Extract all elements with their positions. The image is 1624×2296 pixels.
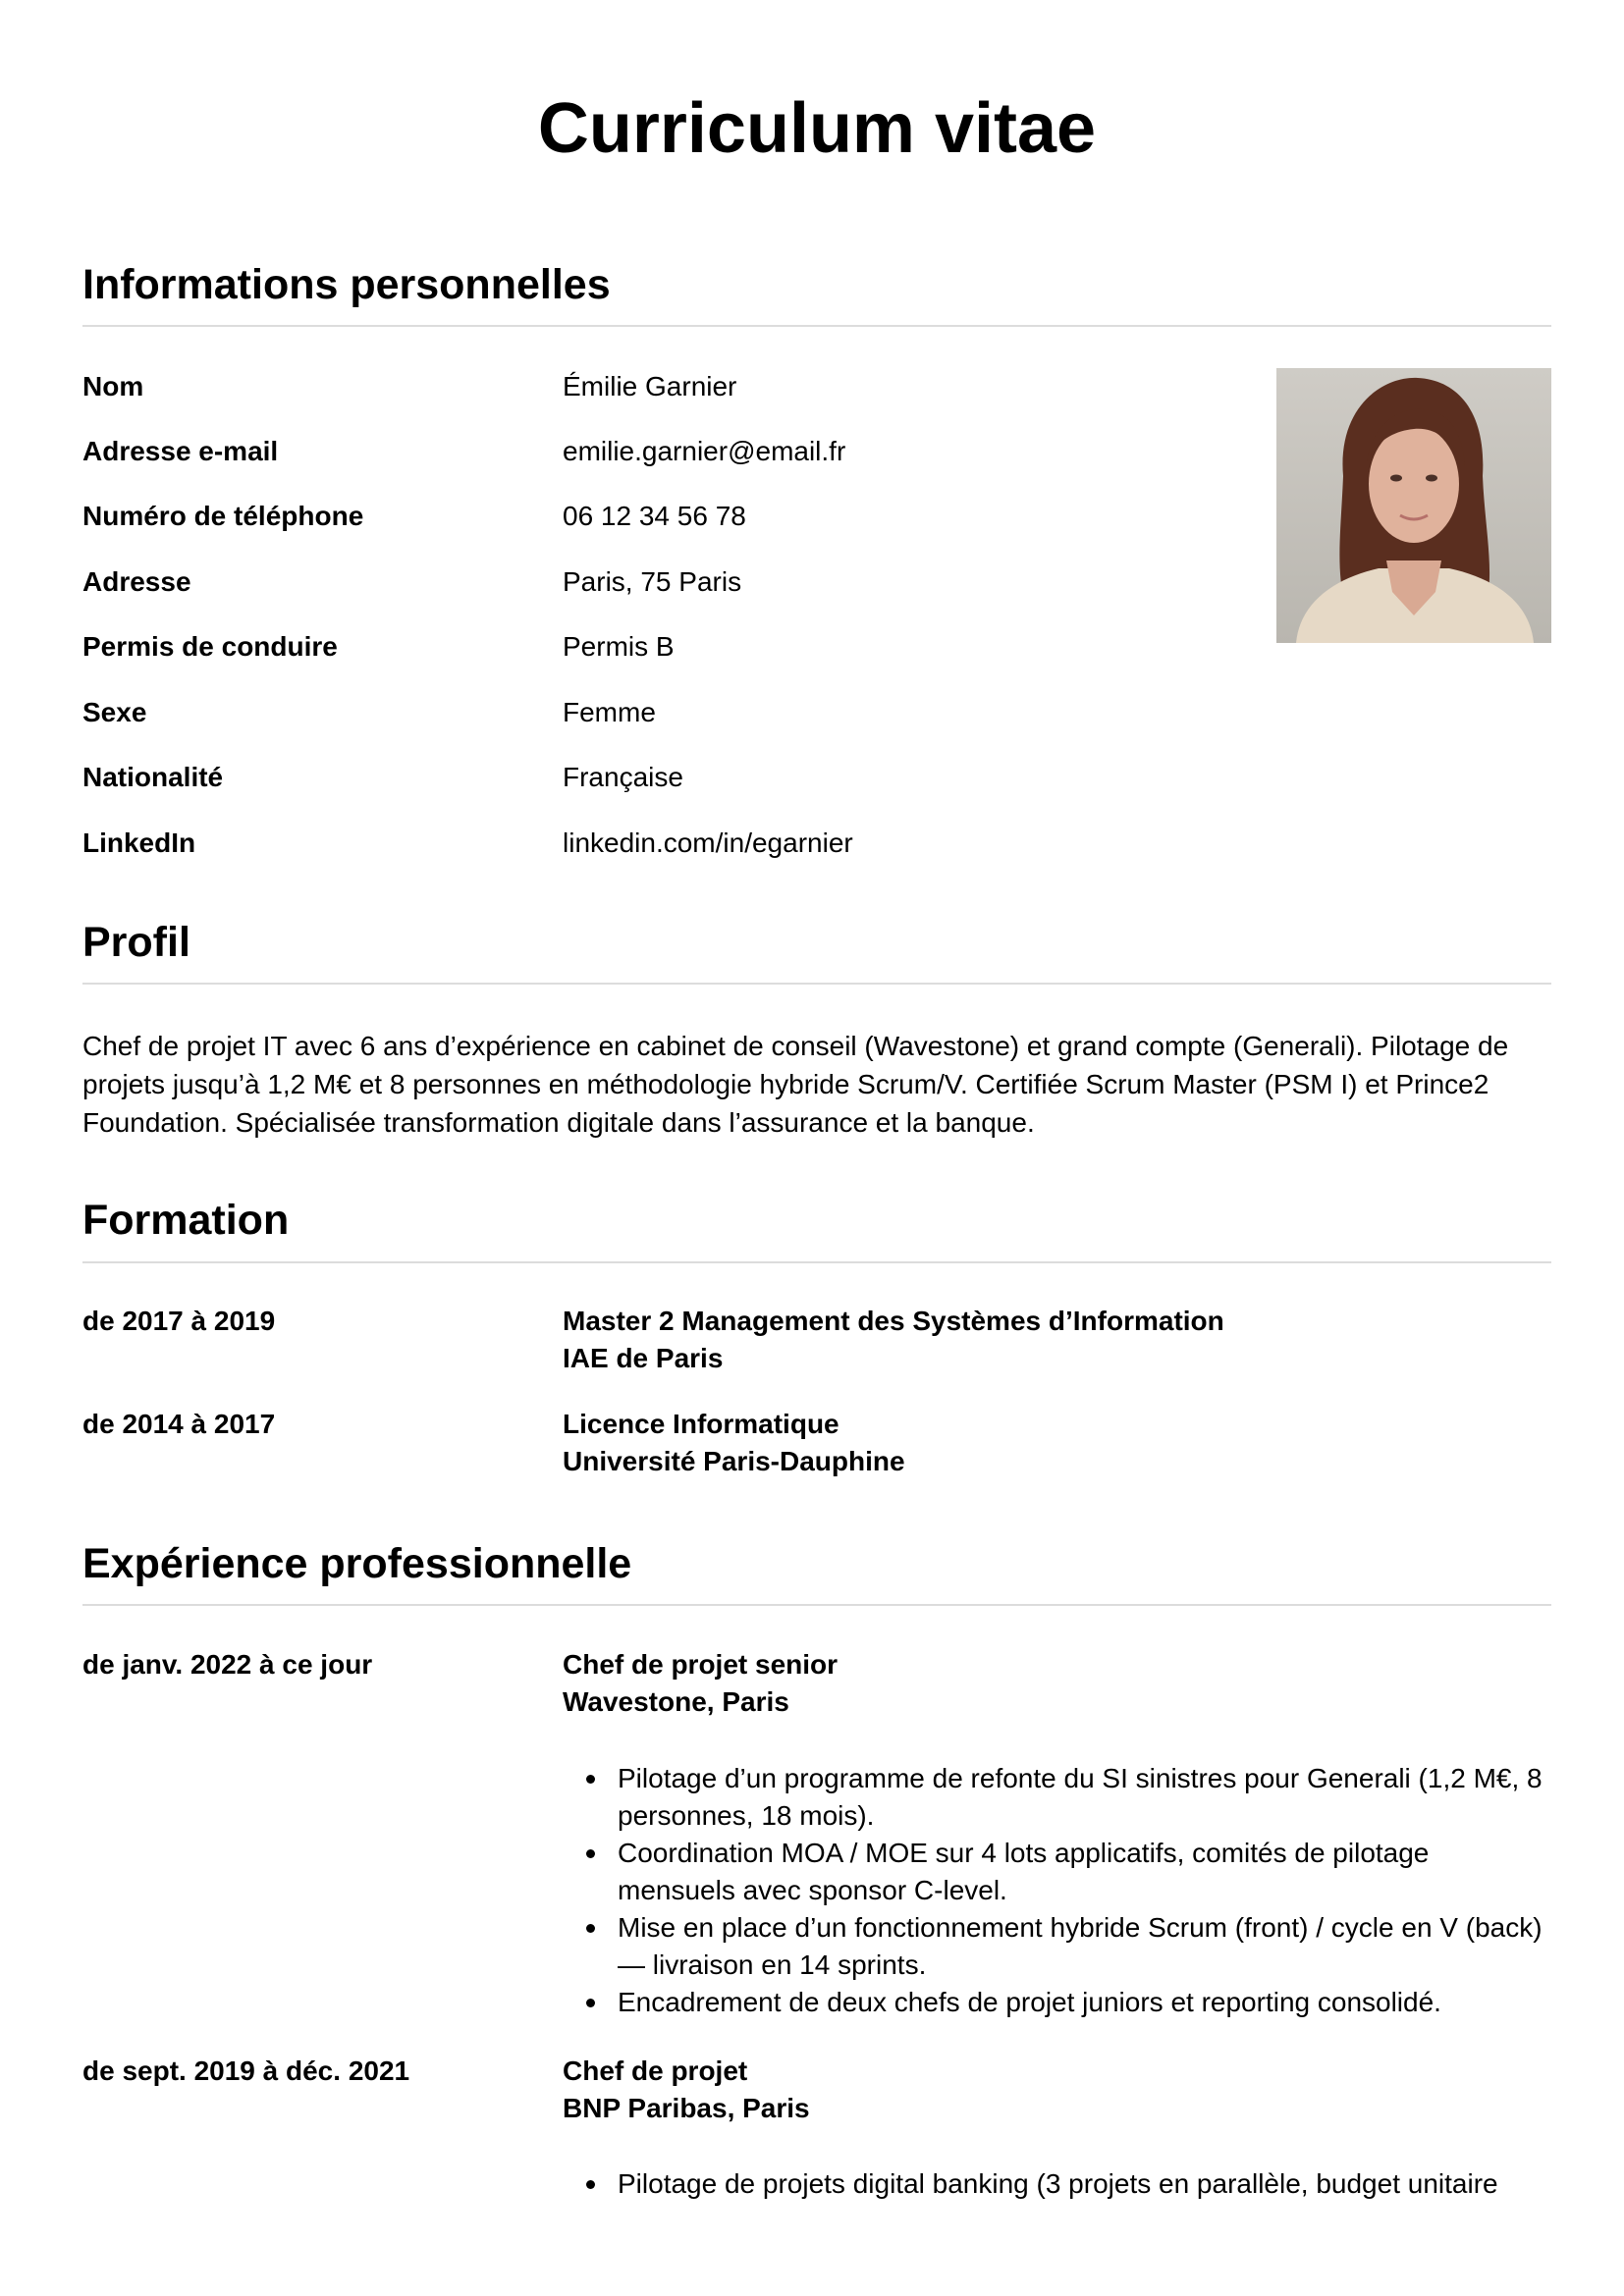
entry-dates: de sept. 2019 à déc. 2021 xyxy=(82,2056,410,2086)
cv-page xyxy=(82,0,1551,2296)
profile-photo xyxy=(1276,368,1551,643)
info-value: 06 12 34 56 78 xyxy=(563,501,746,531)
info-value: Femme xyxy=(563,697,656,727)
section-divider xyxy=(82,325,1551,327)
entry-title: Chef de projet senior xyxy=(563,1649,839,1680)
entry-dates: de janv. 2022 à ce jour xyxy=(82,1649,373,1680)
portrait-image xyxy=(1276,368,1551,643)
achievement-list xyxy=(563,2165,1551,2203)
entry-dates: de 2017 à 2019 xyxy=(82,1306,276,1336)
info-label: LinkedIn xyxy=(82,828,196,858)
section-heading-profile: Profil xyxy=(82,919,190,966)
bullet-icon xyxy=(586,1775,595,1784)
section-heading-personal: Informations personnelles xyxy=(82,261,611,308)
info-value: Paris, 75 Paris xyxy=(563,566,742,597)
experience-section xyxy=(82,1538,1551,1589)
info-label: Nom xyxy=(82,371,144,401)
education-section xyxy=(82,1195,1551,1246)
info-row-phone xyxy=(82,497,1241,536)
info-label: Adresse e-mail xyxy=(82,436,279,466)
entry-organization: BNP Paribas, Paris xyxy=(563,2093,810,2123)
info-row-gender xyxy=(82,693,1241,732)
bullet-icon xyxy=(586,1999,595,2007)
document-title: Curriculum vitae xyxy=(537,89,1097,168)
entry-organization: IAE de Paris xyxy=(563,1343,724,1373)
entry-organization: Wavestone, Paris xyxy=(563,1686,789,1717)
profile-line: Foundation. Spécialisée transformation digitale dans l’assurance et la banque. xyxy=(82,1107,1035,1138)
entry-dates: de 2014 à 2017 xyxy=(82,1409,276,1439)
info-label: Sexe xyxy=(82,697,147,727)
info-value: linkedin.com/in/egarnier xyxy=(563,828,853,858)
personal-info-section xyxy=(82,259,1551,310)
info-label: Permis de conduire xyxy=(82,631,338,662)
list-item xyxy=(563,1760,1551,1835)
list-item-line: Pilotage d’un programme de refonte du SI sinistres pour Generali (1,2 M€, 8 xyxy=(618,1763,1543,1793)
list-item xyxy=(563,1984,1551,2021)
list-item xyxy=(563,1909,1551,1984)
info-row-name xyxy=(82,367,1241,406)
profile-summary xyxy=(82,1027,1551,1142)
section-divider xyxy=(82,1261,1551,1263)
list-item xyxy=(563,1835,1551,1909)
info-value: Française xyxy=(563,762,683,792)
section-divider xyxy=(82,1604,1551,1606)
info-row-linkedin xyxy=(82,824,1241,863)
list-item-line: — livraison en 14 sprints. xyxy=(618,1949,927,1980)
list-item-line: Coordination MOA / MOE sur 4 lots applicatifs, comités de pilotage xyxy=(618,1838,1430,1868)
section-heading-education: Formation xyxy=(82,1197,290,1244)
list-item-line: Pilotage de projets digital banking (3 projets en parallèle, budget unitaire xyxy=(618,2168,1498,2199)
bullet-icon xyxy=(586,2180,595,2189)
list-item-line: personnes, 18 mois). xyxy=(618,1800,875,1831)
entry-title: Licence Informatique xyxy=(563,1409,839,1439)
entry-title: Chef de projet xyxy=(563,2056,748,2086)
info-value: emilie.garnier@email.fr xyxy=(563,436,846,466)
info-value: Permis B xyxy=(563,631,675,662)
entry-organization: Université Paris-Dauphine xyxy=(563,1446,905,1476)
info-row-address xyxy=(82,562,1241,602)
info-row-nationality xyxy=(82,758,1241,797)
list-item-line: Encadrement de deux chefs de projet juniors et reporting consolidé. xyxy=(618,1987,1441,2017)
list-item xyxy=(563,2165,1551,2203)
info-row-license xyxy=(82,627,1241,667)
bullet-icon xyxy=(586,1849,595,1858)
section-divider xyxy=(82,983,1551,985)
bullet-icon xyxy=(586,1924,595,1933)
section-heading-experience: Expérience professionnelle xyxy=(82,1540,632,1587)
profile-line: Chef de projet IT avec 6 ans d’expérience en cabinet de conseil (Wavestone) et grand compte (Generali). Pilotage de xyxy=(82,1031,1509,1061)
entry-title: Master 2 Management des Systèmes d’Information xyxy=(563,1306,1224,1336)
info-label: Numéro de téléphone xyxy=(82,501,364,531)
profile-section xyxy=(82,917,1551,968)
achievement-list xyxy=(563,1760,1551,2021)
info-row-email xyxy=(82,432,1241,471)
list-item-line: Mise en place d’un fonctionnement hybride Scrum (front) / cycle en V (back) xyxy=(618,1912,1543,1943)
info-value: Émilie Garnier xyxy=(563,371,737,401)
info-label: Adresse xyxy=(82,566,191,597)
list-item-line: mensuels avec sponsor C-level. xyxy=(618,1875,1007,1905)
info-label: Nationalité xyxy=(82,762,224,792)
profile-line: projets jusqu’à 1,2 M€ et 8 personnes en méthodologie hybride Scrum/V. Certifiée Scrum Master (PSM I) et Prince2 xyxy=(82,1069,1489,1099)
